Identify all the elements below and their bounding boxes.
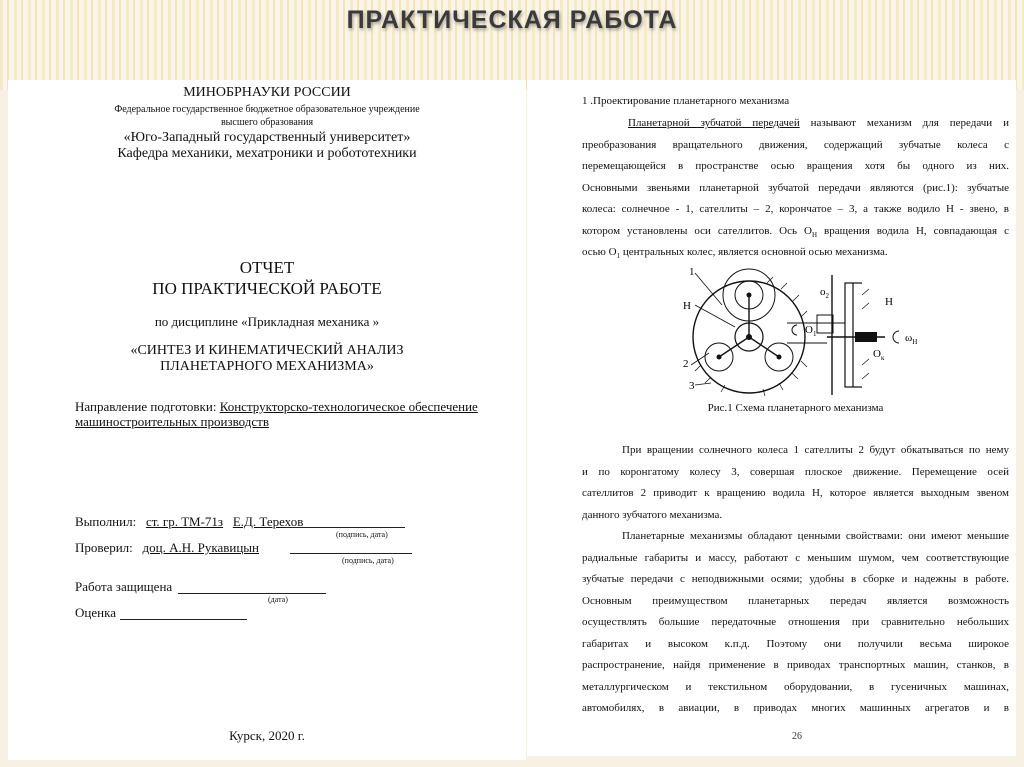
signature-line-checked — [290, 541, 412, 554]
p2-line4: данного зубчатого механизма. — [582, 508, 723, 521]
label-omega-h-sub: Н — [912, 338, 918, 346]
label-o1-main: О — [805, 324, 813, 336]
label-h-left: Н — [683, 300, 691, 312]
sign-caption-performed: (подпись, дата) — [336, 530, 388, 539]
label-ok-main: О — [873, 348, 881, 360]
performed-group: ст. гр. ТМ-71з — [145, 514, 224, 529]
p2-line1-text: При вращении солнечного колеса 1 сателлиты 2 будут обкатываться по нему — [622, 444, 1009, 456]
p1-line6-b: вращения водила Н, совпадающая с — [817, 224, 1009, 237]
p1-term: Планетарной зубчатой передачей — [628, 117, 800, 129]
p2-line1 — [582, 440, 1009, 462]
grade-label: Оценка — [75, 605, 116, 620]
performed-name: Е.Д. Терехов — [232, 514, 304, 529]
date-caption: (дата) — [268, 595, 288, 604]
leader-1 — [695, 273, 722, 305]
p3-line4: Основным преимуществом планетарных передач является возможность — [582, 594, 1009, 607]
p1-line2: преобразования вращательного движения, содержащий зубчатые колеса с — [582, 138, 1009, 151]
p1-line3: перемещающейся в пространстве осью вращения хотя бы одного из них. — [582, 160, 1009, 172]
performed-row — [75, 514, 303, 530]
label-h-right: Н — [885, 296, 893, 308]
p3-line1-text: Планетарные механизмы обладают ценными свойствами: они имеют меньшие — [622, 530, 1009, 542]
p3-line8: металлургическом и текстильном оборудовании, в гусеничных машинах, — [582, 680, 1009, 693]
planetary-mechanism-diagram — [677, 265, 937, 405]
page-number: 26 — [792, 731, 802, 742]
satellite-axis-left — [717, 355, 722, 360]
label-o2 — [820, 286, 830, 300]
signature-line-performed — [283, 515, 405, 528]
direction-row — [75, 399, 478, 415]
figure-caption: Рис.1 Схема планетарного механизма — [707, 402, 884, 414]
label-1: 1 — [689, 266, 695, 278]
institution-line2: высшего образования — [220, 117, 314, 128]
topic-line2: ПЛАНЕТАРНОГО МЕХАНИЗМА» — [160, 359, 374, 374]
leader-h — [695, 305, 735, 327]
title-page — [8, 80, 526, 760]
satellite-axis-right — [777, 355, 782, 360]
satellite-side — [817, 315, 833, 333]
label-o1-sub: 1 — [812, 330, 817, 338]
sign-caption-checked: (подпись, дата) — [342, 556, 394, 565]
p1-line1-rest: называют механизм для передачи и — [810, 117, 1010, 129]
grade-row — [75, 605, 116, 621]
label-o1 — [805, 324, 817, 338]
grade-line — [120, 606, 247, 620]
p1-line5: колеса: солнечное - 1, сателлиты – 2, корончатое – 3, а также водило Н - звено, в — [582, 203, 1009, 215]
label-ok — [873, 348, 885, 362]
p2-line2: и по коронгатому колесу 3, совершая плоское движение. Перемещение осей — [582, 465, 1009, 478]
direction-value-line2: машиностроительных производств — [75, 414, 269, 429]
checked-label: Проверил: — [75, 540, 133, 555]
p3-line5: осуществлять большие передаточные отношения при сравнительно небольших — [582, 616, 1009, 628]
institution-line1: Федеральное государственное бюджетное образовательное учреждение — [114, 104, 420, 115]
checked-name: доц. А.Н. Рукавицын — [142, 540, 259, 555]
carrier-arm-left — [719, 337, 749, 357]
label-o2-main: о — [820, 286, 826, 298]
p1-line6-sub: Н — [811, 230, 818, 239]
text-page — [527, 80, 1016, 756]
report-title: ОТЧЕТ — [239, 258, 295, 277]
direction-label: Направление подготовки: — [75, 399, 217, 414]
p1-line7 — [582, 242, 1009, 268]
city-year: Курск, 2020 г. — [229, 728, 305, 743]
p1-line1 — [582, 113, 1009, 135]
label-o2-sub: 2 — [825, 292, 829, 300]
p3-line6: габаритах и высоком к.п.д. Поэтому они получили весьма широкое — [582, 637, 1009, 650]
p3-line1 — [582, 526, 1009, 548]
direction-value-line1: Конструкторско-технологическое обеспечение — [219, 399, 478, 414]
label-2: 2 — [683, 358, 689, 370]
label-ok-sub: к — [880, 354, 885, 362]
discipline: по дисциплине «Прикладная механика » — [154, 314, 380, 329]
satellite-axis-top — [747, 293, 752, 298]
section-heading: 1 .Проектирование планетарного механизма — [582, 95, 790, 107]
p1-line4: Основными звеньями планетарной зубчатой передачи являются (рис.1): зубчатые — [582, 181, 1009, 194]
topic-line1: «СИНТЕЗ И КИНЕМАТИЧЕСКИЙ АНАЛИЗ — [130, 343, 404, 358]
defended-label: Работа защищена — [75, 579, 173, 594]
label-3: 3 — [689, 380, 695, 392]
center-axis — [746, 334, 752, 340]
ministry: МИНОБРНАУКИ РОССИИ — [183, 85, 351, 100]
side-ring — [845, 283, 853, 387]
p2-line3: сателлитов 2 приводит к вращению водила Н, которое является выходным звеном — [582, 487, 1009, 499]
carrier-bearing — [855, 332, 877, 342]
omega-arrow-h — [893, 331, 899, 343]
p1-line7-a: осью О — [582, 246, 617, 258]
p3-line7: распространение, найдя применение в приводах транспортных машин, станков, в — [582, 659, 1009, 671]
p1-line6-a: котором установлены оси сателлитов. Ось О — [582, 224, 812, 237]
p1-line7-b: центральных колес, является основной осью механизма. — [620, 246, 888, 258]
label-omega-h — [905, 332, 917, 346]
defended-line — [178, 580, 326, 594]
university: «Юго-Западный государственный университет» — [123, 130, 411, 145]
carrier-arm-right — [749, 337, 779, 357]
performed-label: Выполнил: — [75, 514, 137, 529]
p3-line3: зубчатые передачи с неподвижными осями; удобны в сборке и надежны в работе. — [582, 573, 1009, 585]
p3-line9: автомобилях, в авиации, в приводах многих машинных агрегатов и в — [582, 702, 1009, 714]
report-subtitle: ПО ПРАКТИЧЕСКОЙ РАБОТЕ — [152, 279, 382, 298]
omega-arrow-1 — [792, 325, 797, 335]
label-omega-h-main: ω — [905, 332, 913, 344]
p1-line7-sub: 1 — [616, 252, 621, 261]
slide-title: ПРАКТИЧЕСКАЯ РАБОТА — [346, 6, 678, 34]
leader-3 — [695, 383, 711, 385]
defended-row — [75, 579, 172, 595]
department: Кафедра механики, мехатроники и робототехники — [117, 146, 417, 161]
p3-line2: радиальные габариты и массу, работают с меньшим шумом, чем соответствующие — [582, 551, 1009, 564]
checked-row — [75, 540, 259, 556]
